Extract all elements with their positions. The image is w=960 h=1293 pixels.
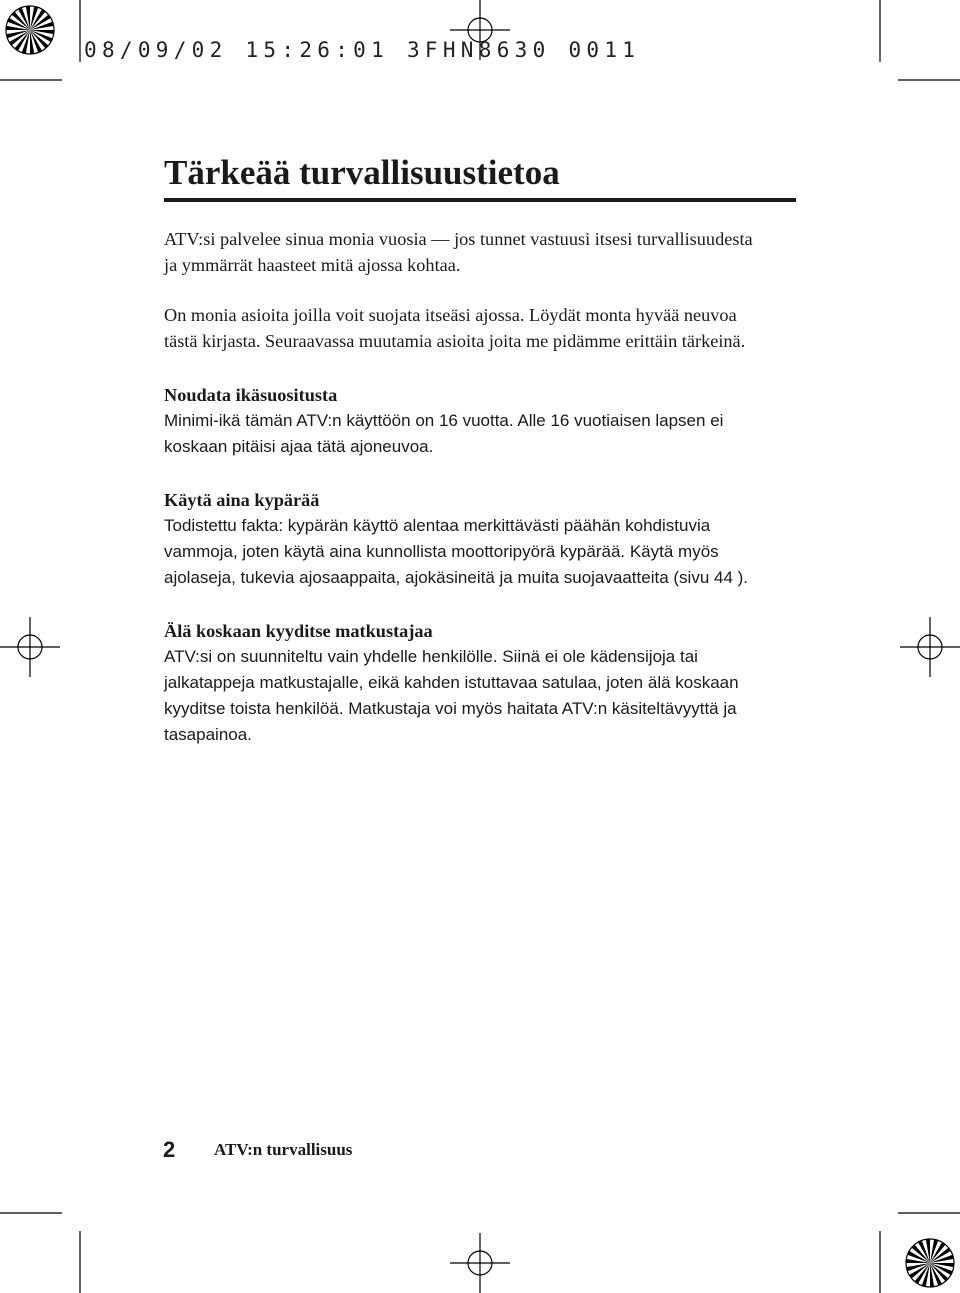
footer-section-label: ATV:n turvallisuus	[214, 1140, 353, 1159]
text-line: ja ymmärrät haasteet mitä ajossa kohtaa.	[164, 255, 461, 275]
page-title: Tärkeää turvallisuustietoa	[164, 153, 560, 192]
text-line: ajolaseja, tukevia ajosaappaita, ajokäsineitä ja muita suojavaatteita (sivu 44 ).	[164, 568, 749, 587]
section-heading: Älä koskaan kyyditse matkustajaa	[164, 621, 433, 641]
page-number: 2	[163, 1137, 176, 1162]
text-line: On monia asioita joilla voit suojata itseäsi ajossa. Löydät monta hyvää neuvoa	[164, 305, 737, 325]
intro-paragraph-2	[164, 302, 804, 354]
text-line: ATV:si on suunniteltu vain yhdelle henkilölle. Siinä ei ole kädensijoja tai	[164, 647, 698, 666]
intro-paragraph-1	[164, 226, 804, 278]
text-line: vammoja, joten käytä aina kunnollista moottoripyörä kypärää. Käytä myös	[164, 542, 719, 561]
text-line: tasapainoa.	[164, 725, 252, 744]
print-slug: 08/09/02 15:26:01 3FHN8630 0011	[84, 38, 641, 62]
starburst-icon	[6, 6, 54, 54]
text-line: kyyditse toista henkilöä. Matkustaja voi myös haitata ATV:n käsiteltävyyttä ja	[164, 699, 737, 718]
title-rule	[164, 198, 796, 202]
text-line: Todistettu fakta: kypärän käyttö alentaa merkittävästi päähän kohdistuvia	[164, 516, 711, 535]
text-line: ATV:si palvelee sinua monia vuosia ― jos tunnet vastuusi itsesi turvallisuudesta	[164, 229, 753, 249]
starburst-icon	[906, 1239, 954, 1287]
section-helmet	[164, 487, 804, 591]
text-line: Minimi-ikä tämän ATV:n käyttöön on 16 vuotta. Alle 16 vuotiaisen lapsen ei	[164, 411, 724, 430]
section-heading: Käytä aina kypärää	[164, 490, 320, 510]
section-heading: Noudata ikäsuositusta	[164, 385, 338, 405]
section-age	[164, 382, 804, 460]
text-line: tästä kirjasta. Seuraavassa muutamia asioita joita me pidämme erittäin tärkeinä.	[164, 331, 746, 351]
section-passenger	[164, 618, 804, 748]
text-line: jalkatappeja matkustajalle, eikä kahden istuttavaa satulaa, joten älä koskaan	[164, 673, 739, 692]
text-line: koskaan pitäisi ajaa tätä ajoneuvoa.	[164, 437, 434, 456]
